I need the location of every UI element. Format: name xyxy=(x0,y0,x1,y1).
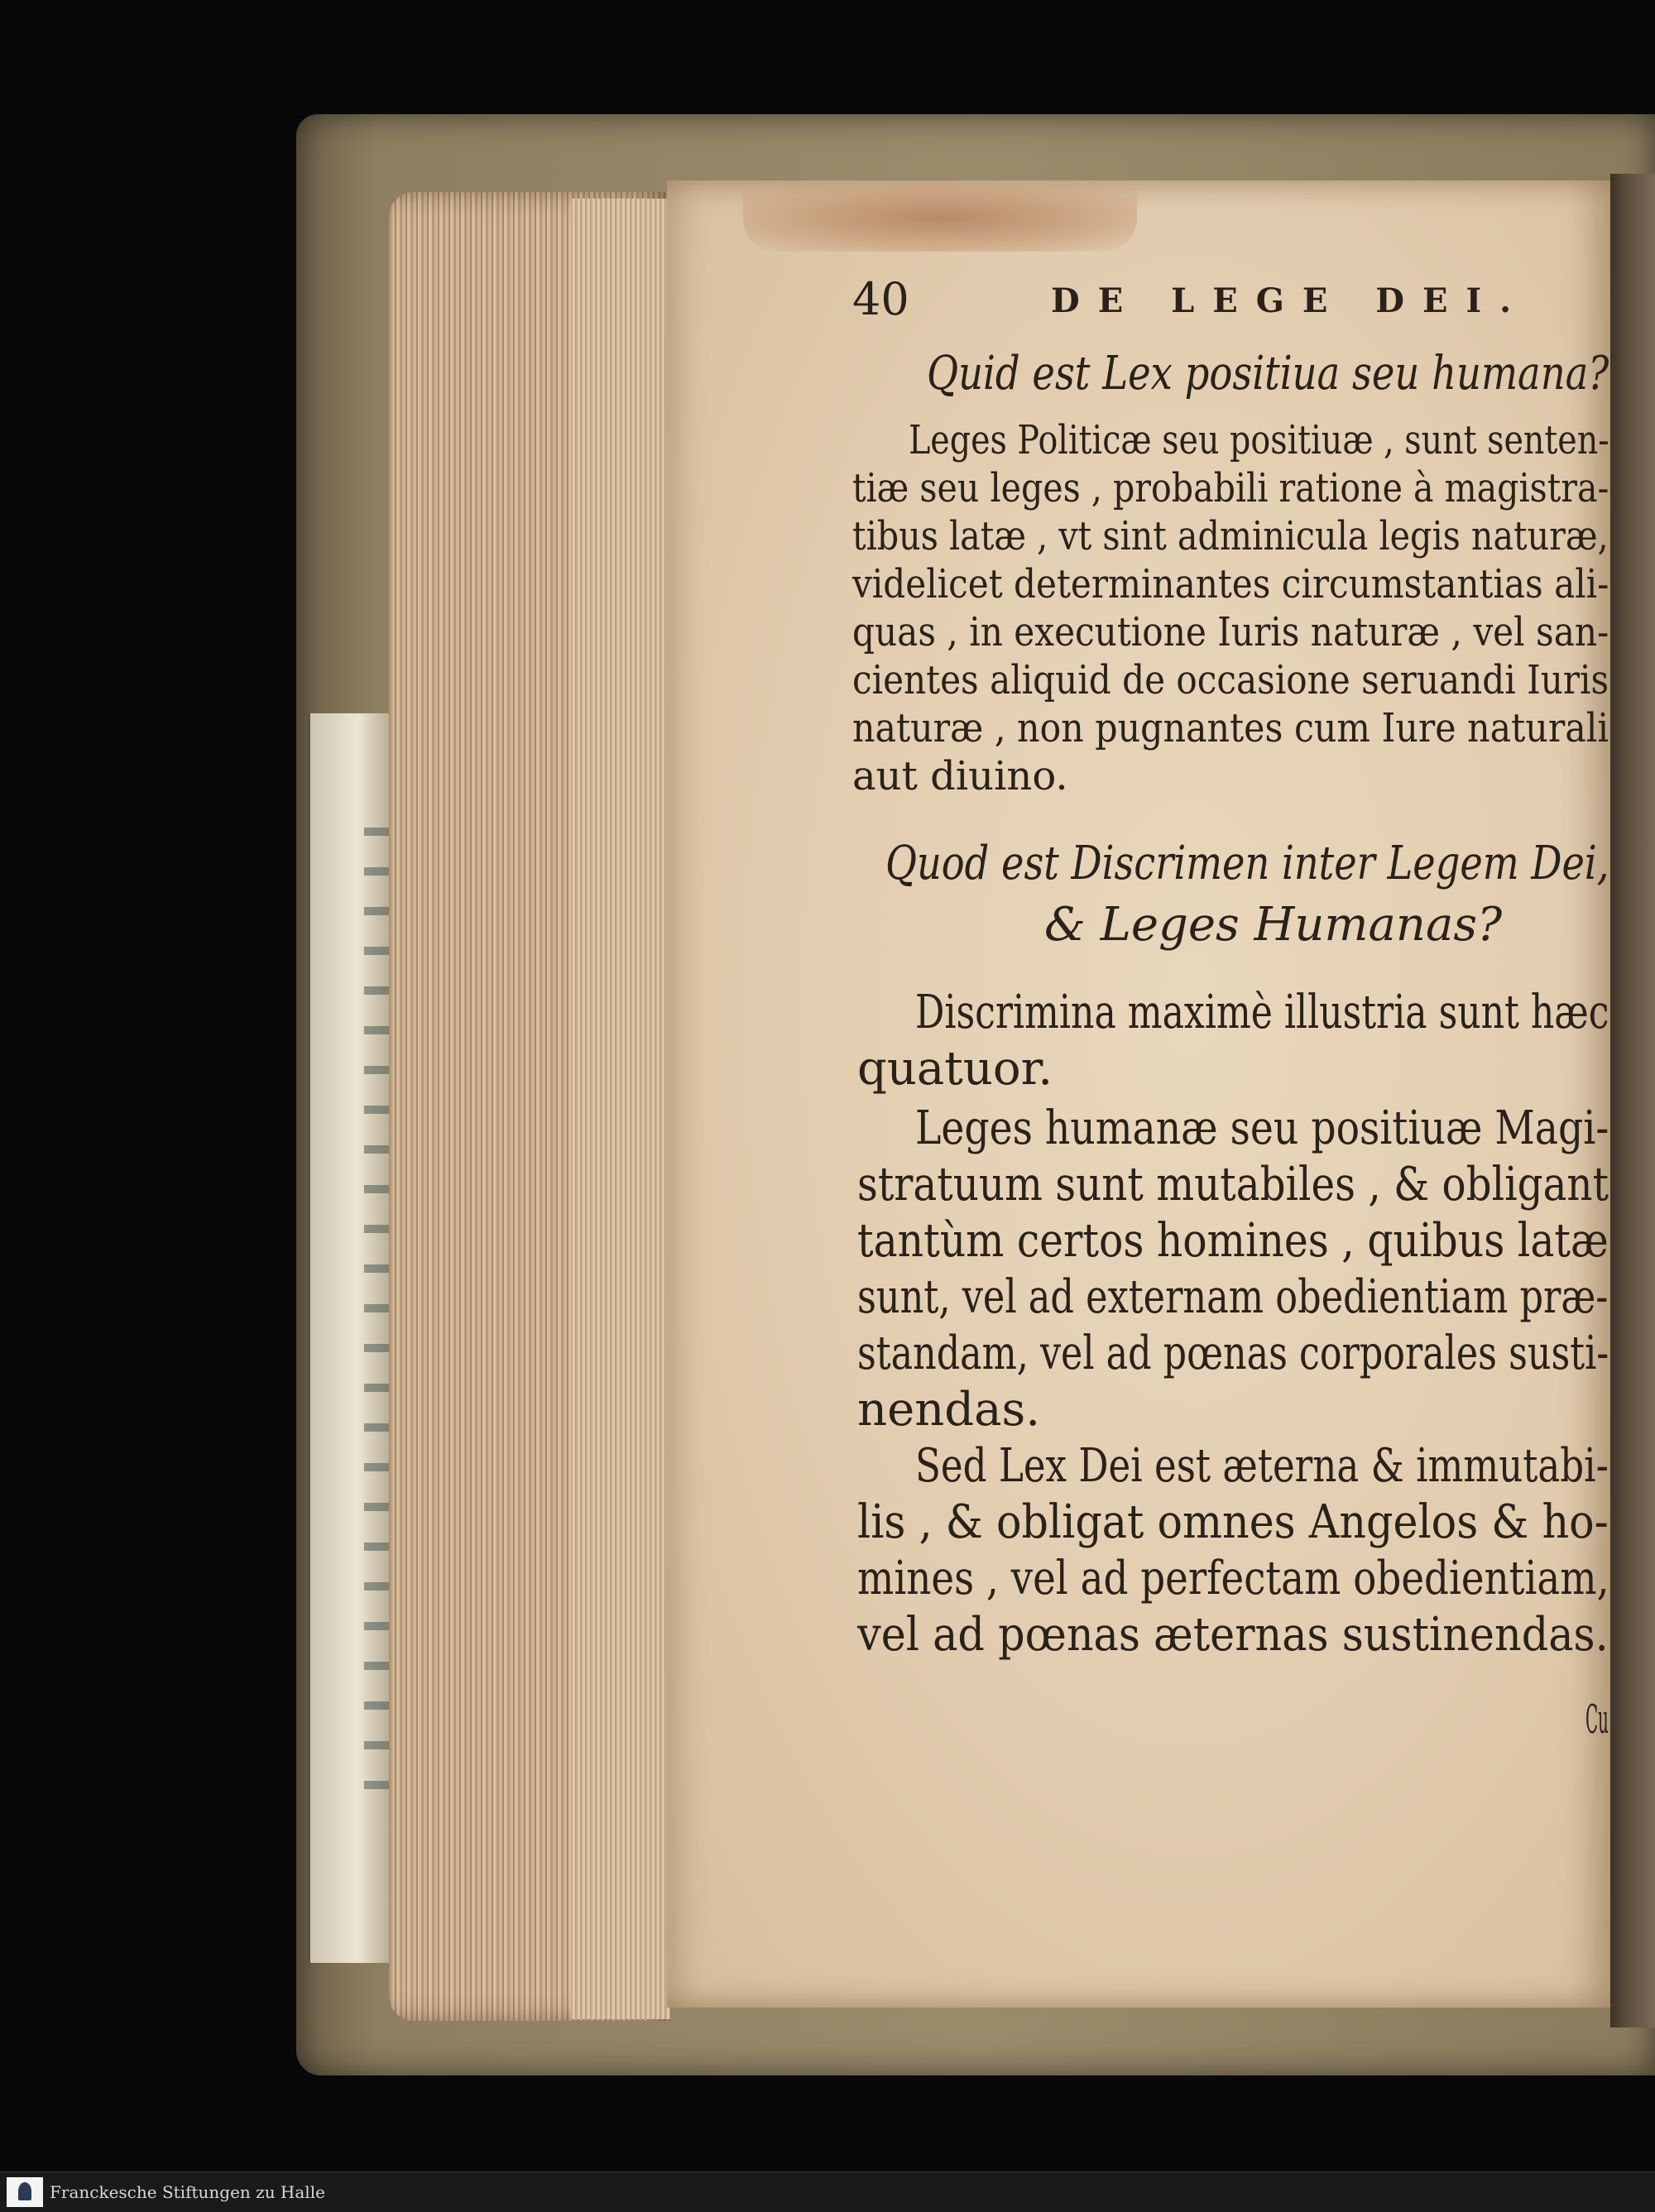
text-line: tantùm certos homines , quibus latæ xyxy=(857,1214,1609,1268)
viewer-footer xyxy=(0,2171,1655,2212)
text-line: cientes aliquid de occasione seruandi Iuris xyxy=(852,657,1609,703)
text-line: aut diuino. xyxy=(852,753,1068,799)
text-line: vel ad pœnas æternas sustinendas. xyxy=(857,1608,1609,1662)
text-line: Leges Politicæ seu positiuæ , sunt senten- xyxy=(909,417,1609,463)
institution-logo-icon[interactable] xyxy=(7,2177,43,2207)
institution-name[interactable]: Franckesche Stiftungen zu Halle xyxy=(50,2182,325,2202)
text-line: quatuor. xyxy=(857,1042,1053,1096)
question-heading: & Leges Humanas? xyxy=(1044,898,1503,952)
text-line: standam, vel ad pœnas corporales susti- xyxy=(857,1327,1609,1380)
text-line: tiæ seu leges , probabili ratione à magistra- xyxy=(852,465,1609,511)
page-number: 40 xyxy=(852,273,909,325)
text-line: Sed Lex Dei est æterna & immutabi- xyxy=(915,1439,1609,1493)
text-line: Leges humanæ seu positiuæ Magi- xyxy=(915,1101,1609,1155)
text-line: nendas. xyxy=(857,1383,1041,1437)
text-line: videlicet determinantes circumstantias ali- xyxy=(852,561,1609,607)
text-line: stratuum sunt mutabiles , & obligant xyxy=(857,1158,1609,1212)
text-line: mines , vel ad perfectam obedientiam, xyxy=(857,1552,1609,1605)
text-line: naturæ , non pugnantes cum Iure naturali xyxy=(852,705,1609,751)
question-heading: Quod est Discrimen inter Legem Dei, xyxy=(885,837,1609,890)
text-line: lis , & obligat omnes Angelos & ho- xyxy=(857,1495,1609,1549)
text-line: sunt, vel ad externam obedientiam præ- xyxy=(857,1270,1609,1324)
text-line: tibus latæ , vt sint adminicula legis naturæ, xyxy=(852,513,1609,559)
catchword: Cu xyxy=(1585,1696,1609,1743)
running-head: DE LEGE DEI. xyxy=(1051,281,1530,320)
text-line: quas , in executione Iuris naturæ , vel san- xyxy=(852,609,1609,655)
text-line: Discrimina maximè illustria sunt hæc xyxy=(915,986,1609,1039)
question-heading: Quid est Lex positiua seu humana? xyxy=(927,347,1609,401)
